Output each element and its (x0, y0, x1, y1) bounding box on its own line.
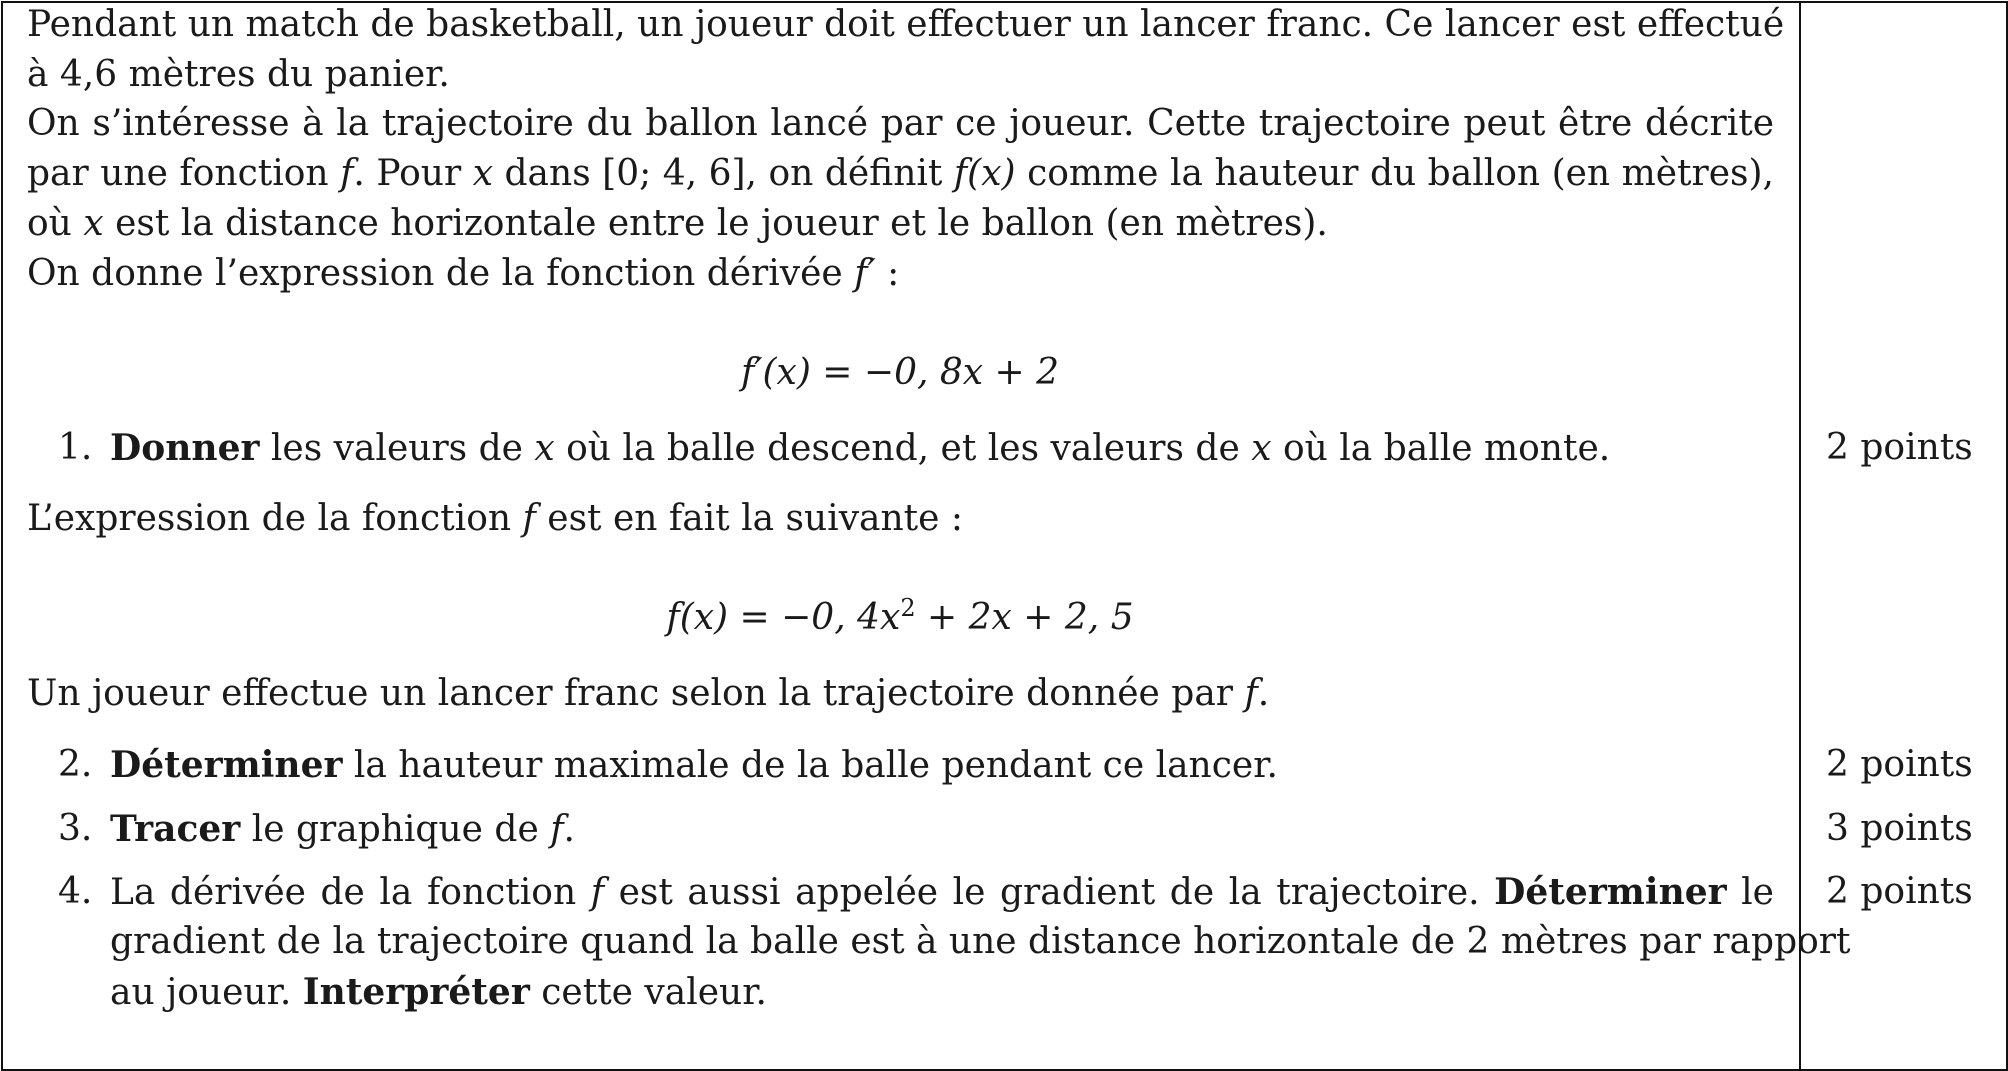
question-3-points: 3 points (1826, 808, 1973, 849)
points-column-divider (1799, 1, 1801, 1069)
question-1-text: Donner les valeurs de x où la balle descend, et les valeurs de x où la balle monte. (110, 427, 1611, 469)
function-intro-line: L’expression de la fonction f est en fait la suivante : (27, 498, 964, 539)
intro-line-6: On donne l’expression de la fonction dérivée f′ : (27, 253, 900, 294)
intro-line-4: par une fonction f. Pour x dans [0; 4, 6], on définit f(x) comme la hauteur du ballon (en mètres), (27, 153, 1774, 194)
question-4-line-3: au joueur. Interpréter cette valeur. (110, 971, 767, 1013)
question-4-line-1: La dérivée de la fonction f est aussi appelée le gradient de la trajectoire. Déterminer le (110, 871, 1774, 913)
intro-line-5: où x est la distance horizontale entre le joueur et le ballon (en mètres). (27, 203, 1328, 244)
function-equation: f(x) = −0, $4x^2 + 2x + 2$, 5 (666, 594, 1134, 638)
intro-line-3: On s’intéresse à la trajectoire du ballon lancé par ce joueur. Cette trajectoire peut être décrite (27, 103, 1774, 144)
intro-line-1: Pendant un match de basketball, un joueur doit effectuer un lancer franc. Ce lancer est effectué (27, 4, 1785, 45)
question-2-number: 2. (58, 744, 93, 785)
question-3-text: Tracer le graphique de f. (110, 808, 575, 850)
question-3-number: 3. (58, 808, 93, 849)
derivative-equation: f′(x) = −0, 8x + 2 (740, 352, 1060, 393)
question-4-points: 2 points (1826, 871, 1973, 912)
question-1-number: 1. (58, 427, 93, 468)
trajectory-line: Un joueur effectue un lancer franc selon la trajectoire donnée par f. (27, 673, 1270, 714)
intro-line-2: à 4,6 mètres du panier. (27, 54, 450, 95)
question-4-line-2: gradient de la trajectoire quand la balle est à une distance horizontale de 2 mètres par rapport (110, 921, 1851, 962)
question-2-points: 2 points (1826, 744, 1973, 785)
question-4-number: 4. (58, 871, 93, 912)
question-2-text: Déterminer la hauteur maximale de la balle pendant ce lancer. (110, 744, 1278, 786)
question-1-points: 2 points (1826, 427, 1973, 468)
